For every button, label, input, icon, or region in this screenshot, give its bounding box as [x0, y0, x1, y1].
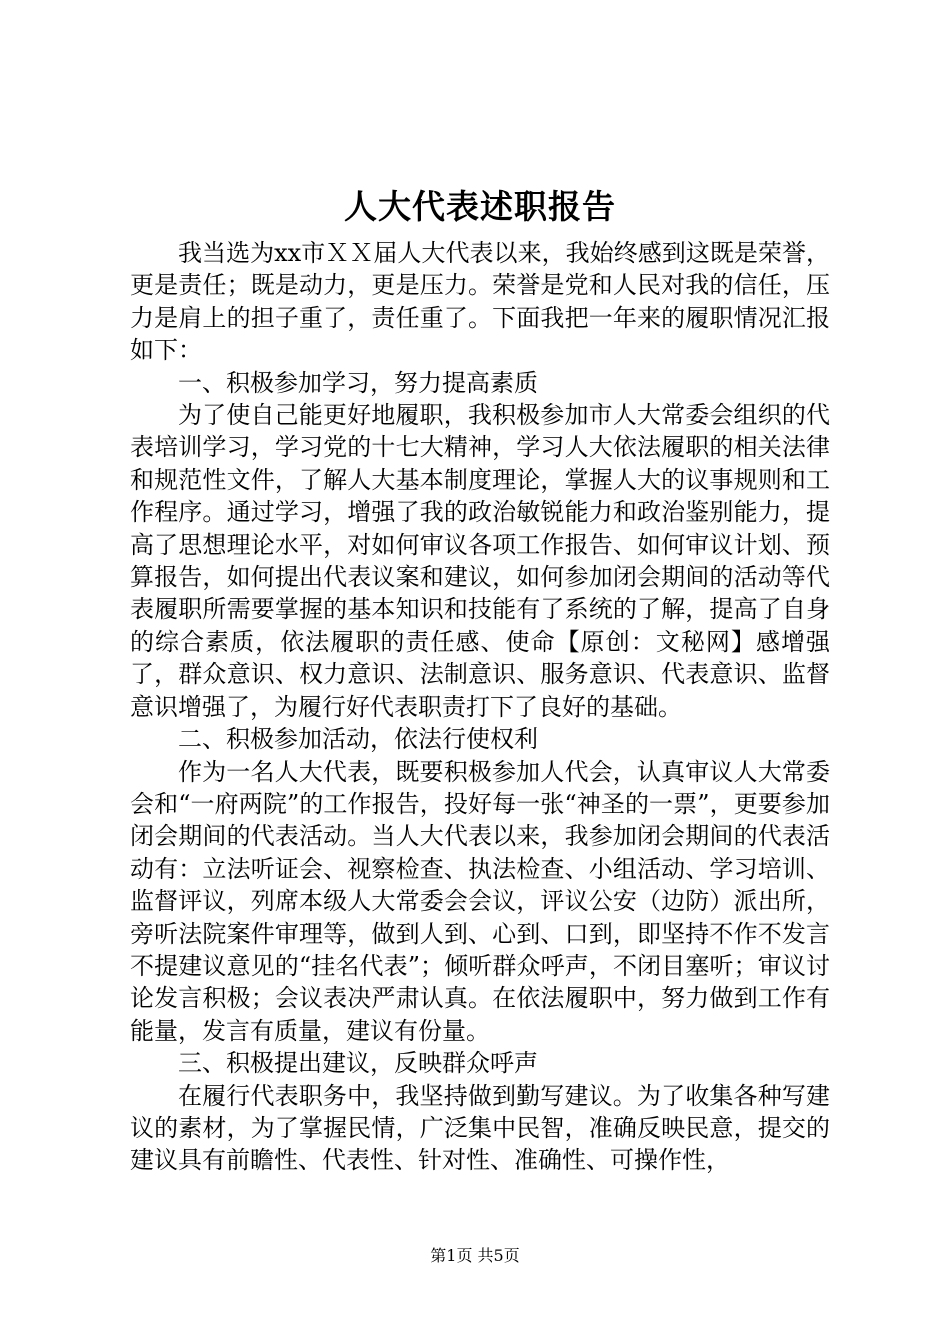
- document-page: [130, 183, 830, 1177]
- section-heading-2: 二、积极参加活动，依法行使权利: [178, 725, 538, 754]
- document-title: 人大代表述职报告: [344, 187, 616, 226]
- section-paragraph-1: 为了使自己能更好地履职，我积极参加市人大常委会组织的代表培训学习，学习党的十七大精神，学习人大依法履职的相关法律和规范性文件，了解人大基本制度理论，掌握人大的议事规则和工作程序。通过学习，增强了我的政治敏锐能力和政治鉴别能力，提高了思想理论水平，对如何审议各项工作报告、如何审议计划、预算报告，如何提出代表议案和建议，如何参加闭会期间的活动等代表履职所需要掌握的基本知识和技能有了系统的了解，提高了自身的综合素质，依法履职的责任感、使命【原创：文秘网】感增强了，群众意识、权力意识、法制意识、服务意识、代表意识、监督意识增强了，为履行好代表职责打下了良好的基础。: [130, 401, 830, 721]
- intro-paragraph: 我当选为xx市ＸＸ届人大代表以来，我始终感到这既是荣誉，更是责任；既是动力，更是压力。荣誉是党和人民对我的信任，压力是肩上的担子重了，责任重了。下面我把一年来的履职情况汇报如下：: [130, 239, 830, 365]
- page-number-footer: 第1页 共5页: [430, 1246, 520, 1265]
- section-paragraph-3: 在履行代表职务中，我坚持做到勤写建议。为了收集各种写建议的素材，为了掌握民情，广泛集中民智，准确反映民意，提交的建议具有前瞻性、代表性、针对性、准确性、可操作性，: [130, 1081, 830, 1175]
- section-heading-3: 三、积极提出建议，反映群众呼声: [178, 1049, 538, 1078]
- document-body: [130, 237, 830, 1177]
- section-heading-1: 一、积极参加学习，努力提高素质: [178, 368, 538, 397]
- section-paragraph-2: 作为一名人大代表，既要积极参加人代会，认真审议人大常委会和“一府两院”的工作报告，投好每一张“神圣的一票”，更要参加闭会期间的代表活动。当人大代表以来，我参加闭会期间的代表活动有：立法听证会、视察检查、执法检查、小组活动、学习培训、监督评议，列席本级人大常委会会议，评议公安（边防）派出所，旁听法院案件审理等，做到人到、心到、口到，即坚持不作不发言不提建议意见的“挂名代表”；倾听群众呼声，不闭目塞听；审议讨论发言积极；会议表决严肃认真。在依法履职中，努力做到工作有能量，发言有质量，建议有份量。: [130, 757, 830, 1045]
